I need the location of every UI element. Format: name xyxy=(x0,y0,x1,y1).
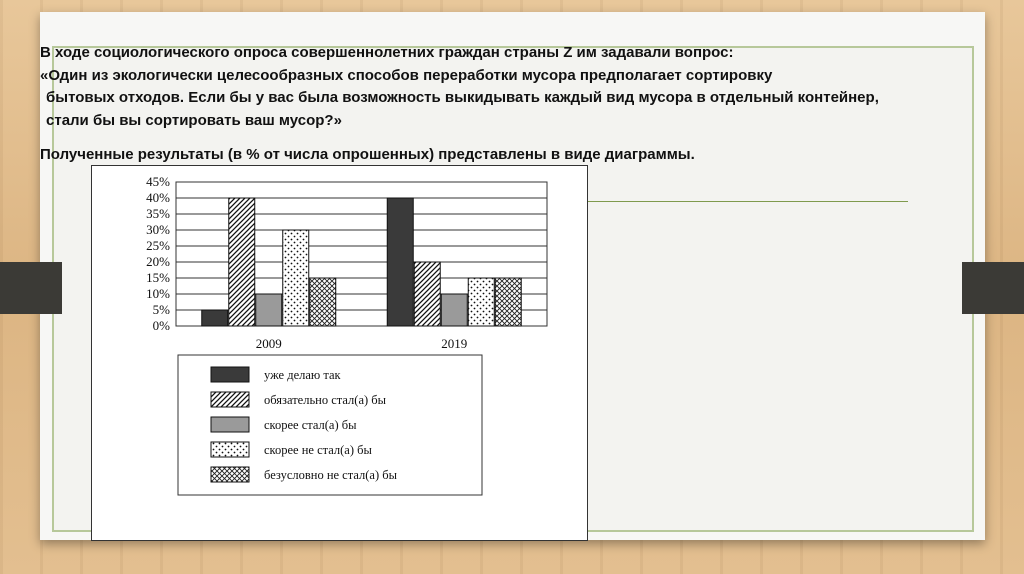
accent-line xyxy=(588,201,908,202)
y-tick-label: 15% xyxy=(146,270,170,285)
bar xyxy=(256,294,282,326)
legend-label: безусловно не стал(а) бы xyxy=(264,468,398,482)
legend-label: скорее стал(а) бы xyxy=(264,418,357,432)
bar xyxy=(468,278,494,326)
bar xyxy=(414,262,440,326)
legend-label: уже делаю так xyxy=(264,368,341,382)
left-side-bar xyxy=(0,262,62,314)
legend-swatch xyxy=(211,467,249,482)
legend-label: обязательно стал(а) бы xyxy=(264,393,387,407)
y-tick-label: 35% xyxy=(146,206,170,221)
question-line-4: стали бы вы сортировать ваш мусор?» xyxy=(46,111,342,129)
bar xyxy=(202,310,228,326)
question-text xyxy=(40,42,1000,167)
bar xyxy=(495,278,521,326)
results-caption: Полученные результаты (в % от числа опрошенных) представлены в виде диаграммы. xyxy=(40,146,695,163)
y-tick-label: 5% xyxy=(152,302,170,317)
bar xyxy=(229,198,255,326)
right-side-bar xyxy=(962,262,1024,314)
legend-label: скорее не стал(а) бы xyxy=(264,443,372,457)
y-tick-label: 10% xyxy=(146,286,170,301)
bar-chart xyxy=(92,166,587,540)
question-line-1: В ходе социологического опроса совершеннолетних граждан страны Z им задавали вопрос: xyxy=(40,44,734,61)
y-tick-label: 20% xyxy=(146,254,170,269)
question-line-2: «Один из экологически целесообразных способов переработки мусора предполагает сортировку xyxy=(40,66,773,84)
x-category-label: 2019 xyxy=(441,336,468,351)
chart-container xyxy=(91,165,588,541)
y-tick-label: 25% xyxy=(146,238,170,253)
bar xyxy=(283,230,309,326)
legend-swatch xyxy=(211,417,249,432)
bar xyxy=(310,278,336,326)
x-category-label: 2009 xyxy=(255,336,282,351)
legend xyxy=(178,355,482,495)
bar xyxy=(441,294,467,326)
bar xyxy=(387,198,413,326)
legend-swatch xyxy=(211,367,249,382)
y-tick-label: 0% xyxy=(152,318,170,333)
legend-swatch xyxy=(211,392,249,407)
y-tick-label: 45% xyxy=(146,174,170,189)
y-tick-label: 40% xyxy=(146,190,170,205)
y-tick-label: 30% xyxy=(146,222,170,237)
legend-swatch xyxy=(211,442,249,457)
question-line-3: бытовых отходов. Если бы у вас была возможность выкидывать каждый вид мусора в отдельный контейнер, xyxy=(46,89,879,106)
